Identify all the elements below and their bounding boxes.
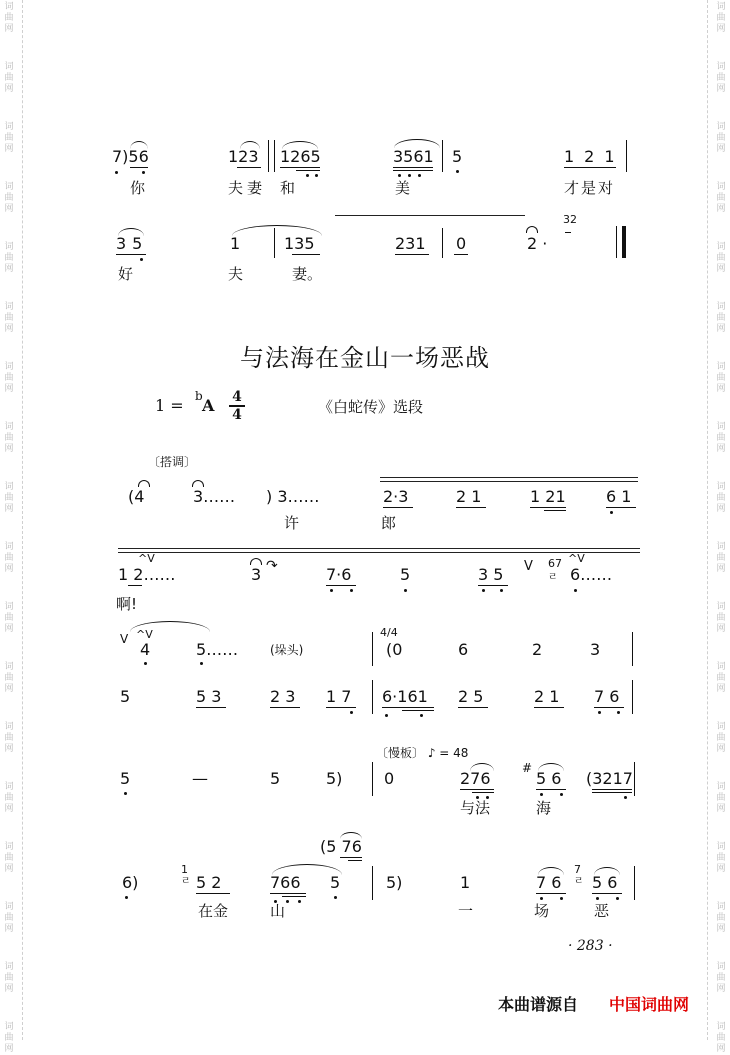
octave-dot xyxy=(200,662,203,665)
watermark-text: 词曲网 xyxy=(4,242,14,274)
note: 6 xyxy=(458,640,469,659)
slur xyxy=(130,141,148,149)
beam xyxy=(237,167,261,168)
flat-sign: b xyxy=(195,389,203,403)
barline xyxy=(372,680,373,714)
slur xyxy=(594,867,620,875)
end-barline xyxy=(622,226,626,258)
octave-dot xyxy=(398,174,401,177)
beam xyxy=(282,896,306,897)
note: 5 xyxy=(452,147,463,166)
lyric: 妻。 xyxy=(292,265,323,283)
grace-mark: ㄹ xyxy=(181,876,191,887)
beam xyxy=(326,585,356,586)
lyric: 美 xyxy=(395,179,411,197)
octave-dot xyxy=(350,589,353,592)
note: 5 6 xyxy=(536,769,562,788)
fermata xyxy=(250,558,262,565)
lyric: 恶 xyxy=(594,902,610,920)
lyric: 与法 xyxy=(460,799,491,817)
subtitle: 《白蛇传》选段 xyxy=(318,398,424,416)
barline xyxy=(634,762,635,796)
watermark-text: 词曲网 xyxy=(716,542,726,574)
watermark-text: 词曲网 xyxy=(4,722,14,754)
note: 6…… xyxy=(570,565,613,584)
octave-dot xyxy=(610,511,613,514)
note: (0 xyxy=(386,640,403,659)
beam xyxy=(393,167,433,168)
note: 5 xyxy=(120,769,131,788)
note: 3 5 xyxy=(478,565,504,584)
note: (4 xyxy=(128,487,145,506)
beam xyxy=(565,232,571,233)
note: 2 1 xyxy=(534,687,560,706)
label-duotou: (垛头) xyxy=(270,643,304,657)
slur xyxy=(282,141,318,149)
beam xyxy=(196,893,230,894)
octave-dot xyxy=(418,174,421,177)
beam xyxy=(402,710,434,711)
page-number: · 283 · xyxy=(568,938,613,954)
barline xyxy=(274,140,275,172)
lyric: 海 xyxy=(536,799,552,817)
page-title: 与法海在金山一场恶战 xyxy=(240,344,490,372)
beam xyxy=(592,789,632,790)
watermark-text: 词曲网 xyxy=(716,1022,726,1054)
slur xyxy=(118,228,144,236)
beam xyxy=(564,167,616,168)
note: 121 xyxy=(564,147,625,166)
watermark-text: 词曲网 xyxy=(4,482,14,514)
watermark-text: 词曲网 xyxy=(4,602,14,634)
watermark-text: 词曲网 xyxy=(716,482,726,514)
watermark-text: 词曲网 xyxy=(4,782,14,814)
octave-dot xyxy=(560,897,563,900)
note: 1 21 xyxy=(530,487,566,506)
beam xyxy=(536,789,566,790)
grace-note: 7 xyxy=(574,863,581,876)
watermark-text: 词曲网 xyxy=(4,62,14,94)
note: 5 xyxy=(400,565,411,584)
barline xyxy=(442,140,443,172)
grace-mark: ㄹ xyxy=(548,572,558,583)
beam xyxy=(544,510,566,511)
note: 1 2…… xyxy=(118,565,176,584)
octave-dot xyxy=(560,793,563,796)
footer-site-link[interactable]: 中国词曲网 xyxy=(609,995,690,1014)
lyric: 啊! xyxy=(116,595,138,613)
note: 7 6 xyxy=(536,873,562,892)
barline xyxy=(632,680,633,714)
beam xyxy=(280,167,320,168)
octave-dot xyxy=(482,589,485,592)
watermark-text: 词曲网 xyxy=(716,2,726,34)
breath-mark: V xyxy=(120,632,129,646)
glide-arrow: ↷ xyxy=(266,558,278,574)
note: 3561 xyxy=(393,147,434,166)
watermark-text: 词曲网 xyxy=(716,842,726,874)
slur-line xyxy=(118,552,640,553)
watermark-text: 词曲网 xyxy=(4,542,14,574)
meter-change: 4/4 xyxy=(380,626,398,639)
time-sig-top: 4 xyxy=(232,389,242,405)
beam xyxy=(536,893,566,894)
lyric: 好 xyxy=(118,265,134,283)
octave-dot xyxy=(298,900,301,903)
time-sig-bottom: 4 xyxy=(232,407,242,423)
barline xyxy=(634,866,635,900)
note: 2 3 xyxy=(270,687,296,706)
octave-dot xyxy=(624,796,627,799)
octave-dot xyxy=(334,896,337,899)
beam xyxy=(116,254,146,255)
beam xyxy=(395,254,429,255)
key-letter: A xyxy=(202,396,215,415)
note: 3…… xyxy=(193,487,236,506)
watermark-text: 词曲网 xyxy=(4,662,14,694)
note: 3 xyxy=(590,640,601,659)
watermark-text: 词曲网 xyxy=(4,302,14,334)
note: 2·3 xyxy=(383,487,409,506)
sharp-sign: # xyxy=(522,761,533,775)
watermark-text: 词曲网 xyxy=(4,2,14,34)
slur-line xyxy=(380,481,638,482)
beam xyxy=(340,857,362,858)
note: 35 xyxy=(116,234,149,253)
octave-dot xyxy=(140,258,143,261)
note: 5) xyxy=(326,769,343,788)
octave-dot xyxy=(350,711,353,714)
note: 1 xyxy=(230,234,241,253)
lyric: 郎 xyxy=(381,514,397,532)
watermark-text: 词曲网 xyxy=(4,122,14,154)
beam xyxy=(592,792,632,793)
lyric: 场 xyxy=(534,902,550,920)
beam xyxy=(296,170,320,171)
slur xyxy=(538,763,564,771)
grace-mark: ㄹ xyxy=(574,876,584,887)
lyric: 山 xyxy=(270,902,286,920)
note: 5 2 xyxy=(196,873,222,892)
octave-dot xyxy=(420,714,423,717)
note: 766 xyxy=(270,873,301,892)
octave-dot xyxy=(125,896,128,899)
watermark-text: 词曲网 xyxy=(716,422,726,454)
beam xyxy=(458,707,488,708)
slur xyxy=(470,763,494,771)
beam xyxy=(326,707,356,708)
barline xyxy=(372,762,373,796)
note: 135 xyxy=(284,234,315,253)
watermark-text: 词曲网 xyxy=(716,782,726,814)
slur-line xyxy=(118,548,640,549)
watermark-text: 词曲网 xyxy=(716,722,726,754)
octave-dot xyxy=(124,792,127,795)
watermark-text: 词曲网 xyxy=(4,1022,14,1054)
key-prefix: 1 = xyxy=(155,396,184,415)
note-above: (5 76 xyxy=(320,837,362,856)
watermark-text: 词曲网 xyxy=(716,962,726,994)
note: 4 xyxy=(140,640,151,659)
octave-dot xyxy=(144,662,147,665)
lyric: 一 xyxy=(458,902,474,920)
beam xyxy=(456,507,486,508)
octave-dot xyxy=(574,589,577,592)
watermark-text: 词曲网 xyxy=(716,182,726,214)
watermark-text: 词曲网 xyxy=(4,422,14,454)
barline xyxy=(632,632,633,666)
octave-dot xyxy=(142,171,145,174)
octave-dot xyxy=(404,589,407,592)
octave-dot xyxy=(617,711,620,714)
note: 231 xyxy=(395,234,426,253)
lyric: 许 xyxy=(284,514,300,532)
note: 1265 xyxy=(280,147,321,166)
note: 5 3 xyxy=(196,687,222,706)
beam xyxy=(348,860,362,861)
lyric: 才是对 xyxy=(564,179,616,197)
beam xyxy=(196,707,226,708)
section-marking: 〔搭调〕 xyxy=(148,455,197,469)
lyric: 在金 xyxy=(198,902,229,920)
ornament-mark: ^V xyxy=(138,552,155,565)
octave-dot xyxy=(315,174,318,177)
beam xyxy=(270,707,300,708)
barline xyxy=(274,228,275,258)
beam xyxy=(478,585,508,586)
watermark-text: 词曲网 xyxy=(716,122,726,154)
octave-dot xyxy=(598,711,601,714)
note: 5) xyxy=(386,873,403,892)
lyric: 你 xyxy=(130,179,146,197)
right-watermark-strip xyxy=(707,0,730,1054)
beam xyxy=(594,707,624,708)
barline xyxy=(372,632,373,666)
note: 2 5 xyxy=(458,687,484,706)
note: 123 xyxy=(228,147,259,166)
note: 7 6 xyxy=(594,687,620,706)
grace-note: 67 xyxy=(548,557,562,570)
beam xyxy=(534,707,564,708)
barline xyxy=(442,228,443,258)
ornament-mark: ^V xyxy=(136,628,153,641)
octave-dot xyxy=(286,900,289,903)
watermark-text: 词曲网 xyxy=(716,302,726,334)
barline xyxy=(268,140,269,172)
beam xyxy=(592,893,622,894)
octave-dot xyxy=(456,170,459,173)
watermark-text: 词曲网 xyxy=(716,242,726,274)
watermark-text: 词曲网 xyxy=(4,182,14,214)
beam xyxy=(393,170,433,171)
beam xyxy=(383,507,413,508)
barline xyxy=(372,866,373,900)
fermata xyxy=(192,480,204,487)
octave-dot xyxy=(330,589,333,592)
tempo-marking: 〔慢板〕 ♪ = 48 xyxy=(376,746,469,760)
watermark-text: 词曲网 xyxy=(716,602,726,634)
watermark-text: 词曲网 xyxy=(4,842,14,874)
lyric: 夫妻 xyxy=(228,179,267,197)
beam xyxy=(530,507,566,508)
beam xyxy=(460,789,494,790)
note: 3 xyxy=(251,565,262,584)
slur xyxy=(340,832,362,839)
octave-dot xyxy=(540,897,543,900)
note: (3217 xyxy=(586,769,633,788)
left-watermark-strip xyxy=(0,0,23,1054)
barline xyxy=(626,140,627,172)
octave-dot xyxy=(385,714,388,717)
beam xyxy=(606,507,636,508)
watermark-text: 词曲网 xyxy=(716,902,726,934)
footer-source-label: 本曲谱源自 xyxy=(498,995,579,1014)
note: 5…… xyxy=(196,640,239,659)
note: 2 1 xyxy=(456,487,482,506)
beam xyxy=(454,254,468,255)
grace-note: 1 xyxy=(181,863,188,876)
octave-dot xyxy=(540,793,543,796)
watermark-text: 词曲网 xyxy=(716,62,726,94)
note: 7)56 xyxy=(112,147,149,166)
slur xyxy=(538,867,564,875)
fermata xyxy=(526,226,538,233)
fermata xyxy=(138,480,150,487)
note: 1 7 xyxy=(326,687,352,706)
barline xyxy=(616,226,617,258)
slur xyxy=(394,139,440,148)
watermark-text: 词曲网 xyxy=(716,662,726,694)
note: 2 · xyxy=(527,234,548,253)
ornament-mark: ^V xyxy=(568,552,585,565)
note: 6 1 xyxy=(606,487,632,506)
watermark-text: 词曲网 xyxy=(4,362,14,394)
lyric: 和 xyxy=(280,179,296,197)
note: 5 xyxy=(270,769,281,788)
beam xyxy=(382,707,434,708)
note: — xyxy=(192,769,208,788)
octave-dot xyxy=(500,589,503,592)
beam xyxy=(292,254,320,255)
lyric: 夫 xyxy=(228,265,244,283)
grace-note: 32 xyxy=(563,213,577,226)
slur-line xyxy=(335,215,525,216)
watermark-text: 词曲网 xyxy=(716,362,726,394)
octave-dot xyxy=(596,897,599,900)
slur-line xyxy=(380,477,638,478)
note: 6·161 xyxy=(382,687,428,706)
breath-mark: V xyxy=(524,559,533,574)
octave-dot xyxy=(306,174,309,177)
note: 5 6 xyxy=(592,873,618,892)
watermark-text: 词曲网 xyxy=(4,962,14,994)
slur xyxy=(240,141,260,149)
beam xyxy=(130,167,148,168)
note: 6) xyxy=(122,873,139,892)
beam xyxy=(128,585,142,586)
beam xyxy=(472,792,494,793)
note: 5 xyxy=(120,687,131,706)
note: 1 xyxy=(460,873,471,892)
beam xyxy=(270,893,306,894)
octave-dot xyxy=(616,897,619,900)
octave-dot xyxy=(115,171,118,174)
note: 0 xyxy=(384,769,395,788)
note: 7·6 xyxy=(326,565,352,584)
note: 5 xyxy=(330,873,341,892)
note: 276 xyxy=(460,769,491,788)
watermark-text: 词曲网 xyxy=(4,902,14,934)
octave-dot xyxy=(408,174,411,177)
note: ) 3…… xyxy=(266,487,320,506)
note: 0 xyxy=(456,234,467,253)
note: 2 xyxy=(532,640,543,659)
